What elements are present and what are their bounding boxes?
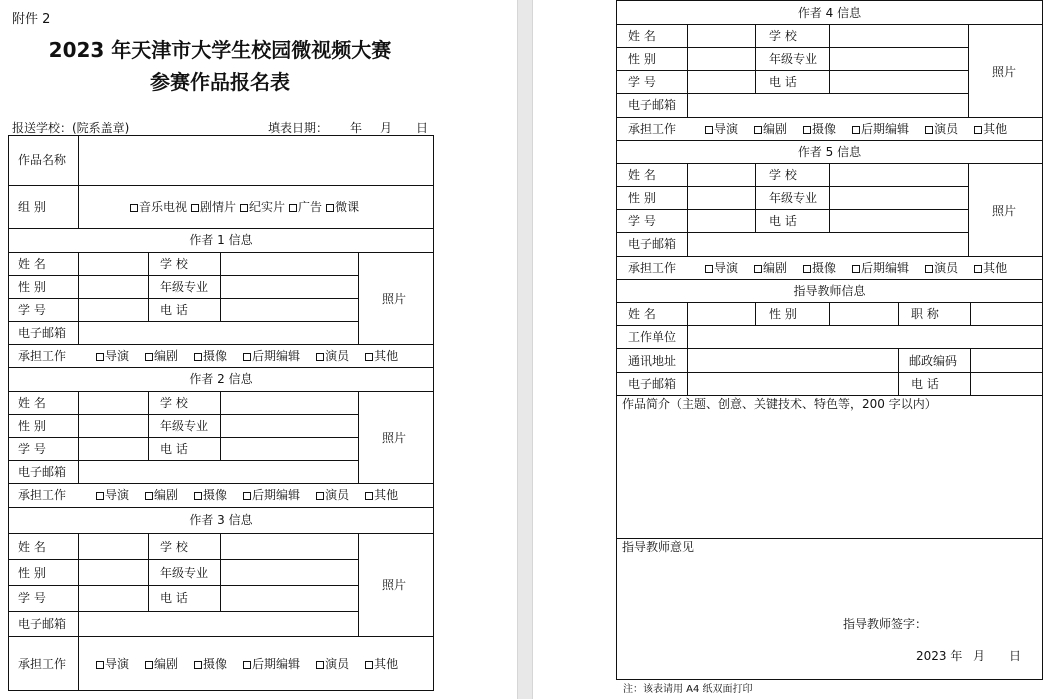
author-1-gender-label: 性 别 (18, 280, 46, 294)
role-option[interactable]: 其他 (365, 488, 398, 502)
date-label: 填表日期： (268, 121, 329, 135)
author-1-grade-label: 年级专业 (160, 280, 209, 294)
author-3-role-label: 承担工作 (18, 657, 67, 671)
author-2-id-label: 学 号 (18, 442, 46, 456)
role-option[interactable]: 演员 (316, 657, 349, 671)
role-option[interactable]: 演员 (316, 488, 349, 502)
print-note: 注：该表请用 A4 纸双面打印 (623, 684, 753, 695)
author-5-school-label: 学 校 (769, 168, 797, 182)
work-name-label: 作品名称 (18, 153, 67, 167)
date-month: 月 (380, 121, 393, 135)
author-4-grade-label: 年级专业 (769, 52, 818, 66)
sign-year: 2023 年 (916, 649, 963, 663)
author-4-role-options (705, 122, 1011, 136)
author-3-id-label: 学 号 (18, 591, 46, 605)
role-option[interactable]: 导演 (96, 488, 129, 502)
advisor-address-label: 通讯地址 (628, 354, 677, 368)
author-4-photo: 照片 (992, 65, 1017, 79)
author-5-role-options (705, 261, 1011, 275)
advisor-email-label: 电子邮箱 (628, 377, 677, 391)
author-4-school-label: 学 校 (769, 29, 797, 43)
role-option[interactable]: 后期编辑 (243, 349, 300, 363)
author-3-phone-label: 电 话 (160, 591, 188, 605)
role-option[interactable]: 演员 (925, 261, 958, 275)
author-1-photo: 照片 (382, 292, 407, 306)
group-option[interactable]: 音乐电视 (130, 200, 187, 214)
role-option[interactable]: 编剧 (145, 657, 178, 671)
advisor-phone-label: 电 话 (911, 377, 939, 391)
annex-label: 附件 2 (12, 12, 51, 27)
group-options (130, 200, 363, 214)
signature-label: 指导教师签字： (843, 617, 928, 631)
role-option[interactable]: 摄像 (803, 122, 836, 136)
author-1-name-label: 姓 名 (18, 257, 46, 271)
author-3-gender-label: 性 别 (18, 566, 46, 580)
role-option[interactable]: 摄像 (194, 349, 227, 363)
author-3-role-options (96, 657, 402, 671)
author-5-name-label: 姓 名 (628, 168, 656, 182)
group-label: 组 别 (18, 200, 46, 214)
role-option[interactable]: 后期编辑 (852, 261, 909, 275)
role-option[interactable]: 演员 (316, 349, 349, 363)
author-3-grade-label: 年级专业 (160, 566, 209, 580)
author-2-grade-label: 年级专业 (160, 419, 209, 433)
registration-table-continued (533, 0, 1053, 699)
author-3-name-label: 姓 名 (18, 540, 46, 554)
group-option[interactable]: 纪实片 (240, 200, 285, 214)
form-title: 2023 年天津市大学生校园微视频大赛 (48, 38, 392, 62)
author-4-email-label: 电子邮箱 (628, 98, 677, 112)
author-5-header: 作者 5 信息 (797, 145, 862, 159)
role-option[interactable]: 其他 (365, 657, 398, 671)
author-2-photo: 照片 (382, 431, 407, 445)
author-2-header: 作者 2 信息 (189, 372, 253, 386)
author-3-photo: 照片 (382, 578, 407, 592)
role-option[interactable]: 编剧 (754, 261, 787, 275)
form-subtitle: 参赛作品报名表 (150, 70, 290, 94)
intro-label: 作品简介（主题、创意、关键技术、特色等，200 字以内） (622, 397, 937, 411)
group-option[interactable]: 微课 (326, 200, 359, 214)
school-label: 报送学校：(院系盖章) (12, 121, 130, 135)
role-option[interactable]: 其他 (974, 122, 1007, 136)
date-day: 日 (416, 121, 429, 135)
advisor-name-label: 姓 名 (628, 307, 656, 321)
author-1-header: 作者 1 信息 (189, 233, 253, 247)
advisor-gender-label: 性 别 (769, 307, 797, 321)
opinion-label: 指导教师意见 (622, 540, 695, 554)
author-1-school-label: 学 校 (160, 257, 188, 271)
role-option[interactable]: 编剧 (145, 488, 178, 502)
group-option[interactable]: 剧情片 (191, 200, 236, 214)
author-5-gender-label: 性 别 (628, 191, 656, 205)
author-5-role-label: 承担工作 (628, 261, 677, 275)
group-option[interactable]: 广告 (289, 200, 322, 214)
author-2-role-options (96, 488, 402, 502)
page-2 (533, 0, 1053, 699)
role-option[interactable]: 导演 (96, 657, 129, 671)
author-3-header: 作者 3 信息 (189, 513, 253, 527)
author-4-id-label: 学 号 (628, 75, 656, 89)
author-5-photo: 照片 (992, 204, 1017, 218)
date-year: 年 (350, 121, 363, 135)
role-option[interactable]: 摄像 (194, 657, 227, 671)
author-4-role-label: 承担工作 (628, 122, 677, 136)
author-1-id-label: 学 号 (18, 303, 46, 317)
role-option[interactable]: 编剧 (754, 122, 787, 136)
role-option[interactable]: 导演 (705, 261, 738, 275)
advisor-title-label: 职 称 (911, 307, 939, 321)
role-option[interactable]: 摄像 (194, 488, 227, 502)
author-1-email-label: 电子邮箱 (18, 326, 67, 340)
author-5-email-label: 电子邮箱 (628, 237, 677, 251)
author-1-role-options (96, 349, 402, 363)
author-2-name-label: 姓 名 (18, 396, 46, 410)
role-option[interactable]: 编剧 (145, 349, 178, 363)
advisor-unit-label: 工作单位 (628, 330, 677, 344)
author-3-school-label: 学 校 (160, 540, 188, 554)
author-3-email-label: 电子邮箱 (18, 617, 67, 631)
role-option[interactable]: 导演 (96, 349, 129, 363)
author-2-email-label: 电子邮箱 (18, 465, 67, 479)
author-5-id-label: 学 号 (628, 214, 656, 228)
sign-day: 日 (1009, 649, 1022, 663)
author-4-phone-label: 电 话 (769, 75, 797, 89)
author-2-gender-label: 性 别 (18, 419, 46, 433)
role-option[interactable]: 导演 (705, 122, 738, 136)
author-4-name-label: 姓 名 (628, 29, 656, 43)
author-2-role-label: 承担工作 (18, 488, 67, 502)
author-4-gender-label: 性 别 (628, 52, 656, 66)
role-option[interactable]: 后期编辑 (852, 122, 909, 136)
author-2-phone-label: 电 话 (160, 442, 188, 456)
author-4-header: 作者 4 信息 (797, 6, 862, 20)
role-option[interactable]: 其他 (365, 349, 398, 363)
author-1-phone-label: 电 话 (160, 303, 188, 317)
role-option[interactable]: 其他 (974, 261, 1007, 275)
advisor-header: 指导教师信息 (793, 284, 866, 298)
author-1-role-label: 承担工作 (18, 349, 67, 363)
author-5-phone-label: 电 话 (769, 214, 797, 228)
role-option[interactable]: 后期编辑 (243, 488, 300, 502)
author-5-grade-label: 年级专业 (769, 191, 818, 205)
role-option[interactable]: 摄像 (803, 261, 836, 275)
sign-month: 月 (973, 649, 986, 663)
advisor-postcode-label: 邮政编码 (909, 354, 958, 368)
role-option[interactable]: 演员 (925, 122, 958, 136)
page-gutter (517, 0, 533, 699)
page-1 (0, 0, 517, 699)
author-2-school-label: 学 校 (160, 396, 188, 410)
role-option[interactable]: 后期编辑 (243, 657, 300, 671)
